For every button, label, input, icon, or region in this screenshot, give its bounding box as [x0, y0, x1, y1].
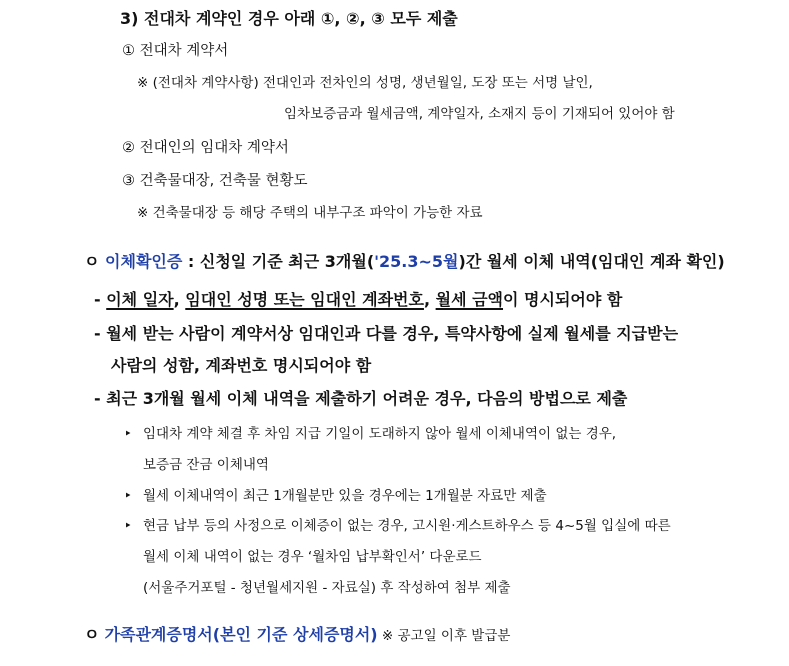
dash1-suffix: 이 명시되어야 함: [503, 290, 623, 309]
family-note: ※ 공고일 이후 발급분: [377, 628, 511, 644]
sub3-marker: ‣: [124, 518, 132, 534]
section3-item3: ③ 건축물대장, 건축물 현황도: [122, 173, 308, 189]
family-bullet: ㅇ: [84, 625, 100, 644]
transfer-title: 이체확인증: [105, 252, 183, 271]
dash1-landlord-info: 임대인 성명 또는 임대인 계좌번호: [185, 290, 424, 309]
dash-marker: -: [94, 290, 107, 309]
dash1-rent-amount: 월세 금액: [435, 290, 504, 309]
section3-item2: ② 전대인의 임대차 계약서: [122, 140, 289, 156]
transfer-heading: [84, 254, 725, 270]
transfer-bullet: ㅇ: [84, 252, 100, 271]
family-title: 가족관계증명서(본인 기준 상세증명서): [104, 625, 378, 644]
transfer-dash1: [94, 292, 622, 308]
dash1-separator: ,: [173, 290, 186, 309]
sub1-line1: 임대차 계약 체결 후 차임 지급 기일이 도래하지 않아 월세 이체내역이 없는 경우,: [143, 426, 617, 442]
sub3-line3: (서울주거포털 - 청년월세지원 - 자료실) 후 작성하여 첨부 제출: [143, 580, 511, 596]
section3-item3-note: ※ 건축물대장 등 해당 주택의 내부구조 파악이 가능한 자료: [137, 205, 483, 221]
dash1-transfer-date: 이체 일자: [106, 290, 174, 309]
section3-heading: 3) 전대차 계약인 경우 아래 ①, ②, ③ 모두 제출: [120, 9, 458, 28]
sub2-line1: 월세 이체내역이 최근 1개월분만 있을 경우에는 1개월분 자료만 제출: [143, 488, 547, 504]
section3-item1: ① 전대차 계약서: [122, 43, 229, 59]
sub1-line2: 보증금 잔금 이체내역: [143, 457, 269, 473]
transfer-dash2-line2: 사람의 성함, 계좌번호 명시되어야 함: [111, 356, 372, 375]
transfer-rest: )간 월세 이체 내역(임대인 계좌 확인): [458, 252, 725, 271]
sub1-marker: ‣: [124, 426, 132, 442]
transfer-period: '25.3~5월: [374, 252, 459, 271]
transfer-dash2-line1: - 월세 받는 사람이 계약서상 임대인과 다를 경우, 특약사항에 실제 월세를 지급받는: [94, 324, 679, 343]
sub2-marker: ‣: [124, 488, 132, 504]
sub3-line2: 월세 이체 내역이 없는 경우 ‘월차임 납부확인서’ 다운로드: [143, 549, 482, 565]
section3-item1-note-line1: ※ (전대차 계약사항) 전대인과 전차인의 성명, 생년월일, 도장 또는 서명 날인,: [137, 75, 593, 91]
dash1-separator: ,: [423, 290, 436, 309]
transfer-colon: : 신청일 기준 최근 3개월(: [182, 252, 375, 271]
family-heading: [84, 627, 510, 644]
transfer-dash3: - 최근 3개월 월세 이체 내역을 제출하기 어려운 경우, 다음의 방법으로 제출: [94, 389, 628, 408]
section3-item1-note-line2: 임차보증금과 월세금액, 계약일자, 소재지 등이 기재되어 있어야 함: [284, 106, 675, 122]
sub3-line1: 현금 납부 등의 사정으로 이체증이 없는 경우, 고시원·게스트하우스 등 4~5월 입실에 따른: [143, 518, 671, 534]
